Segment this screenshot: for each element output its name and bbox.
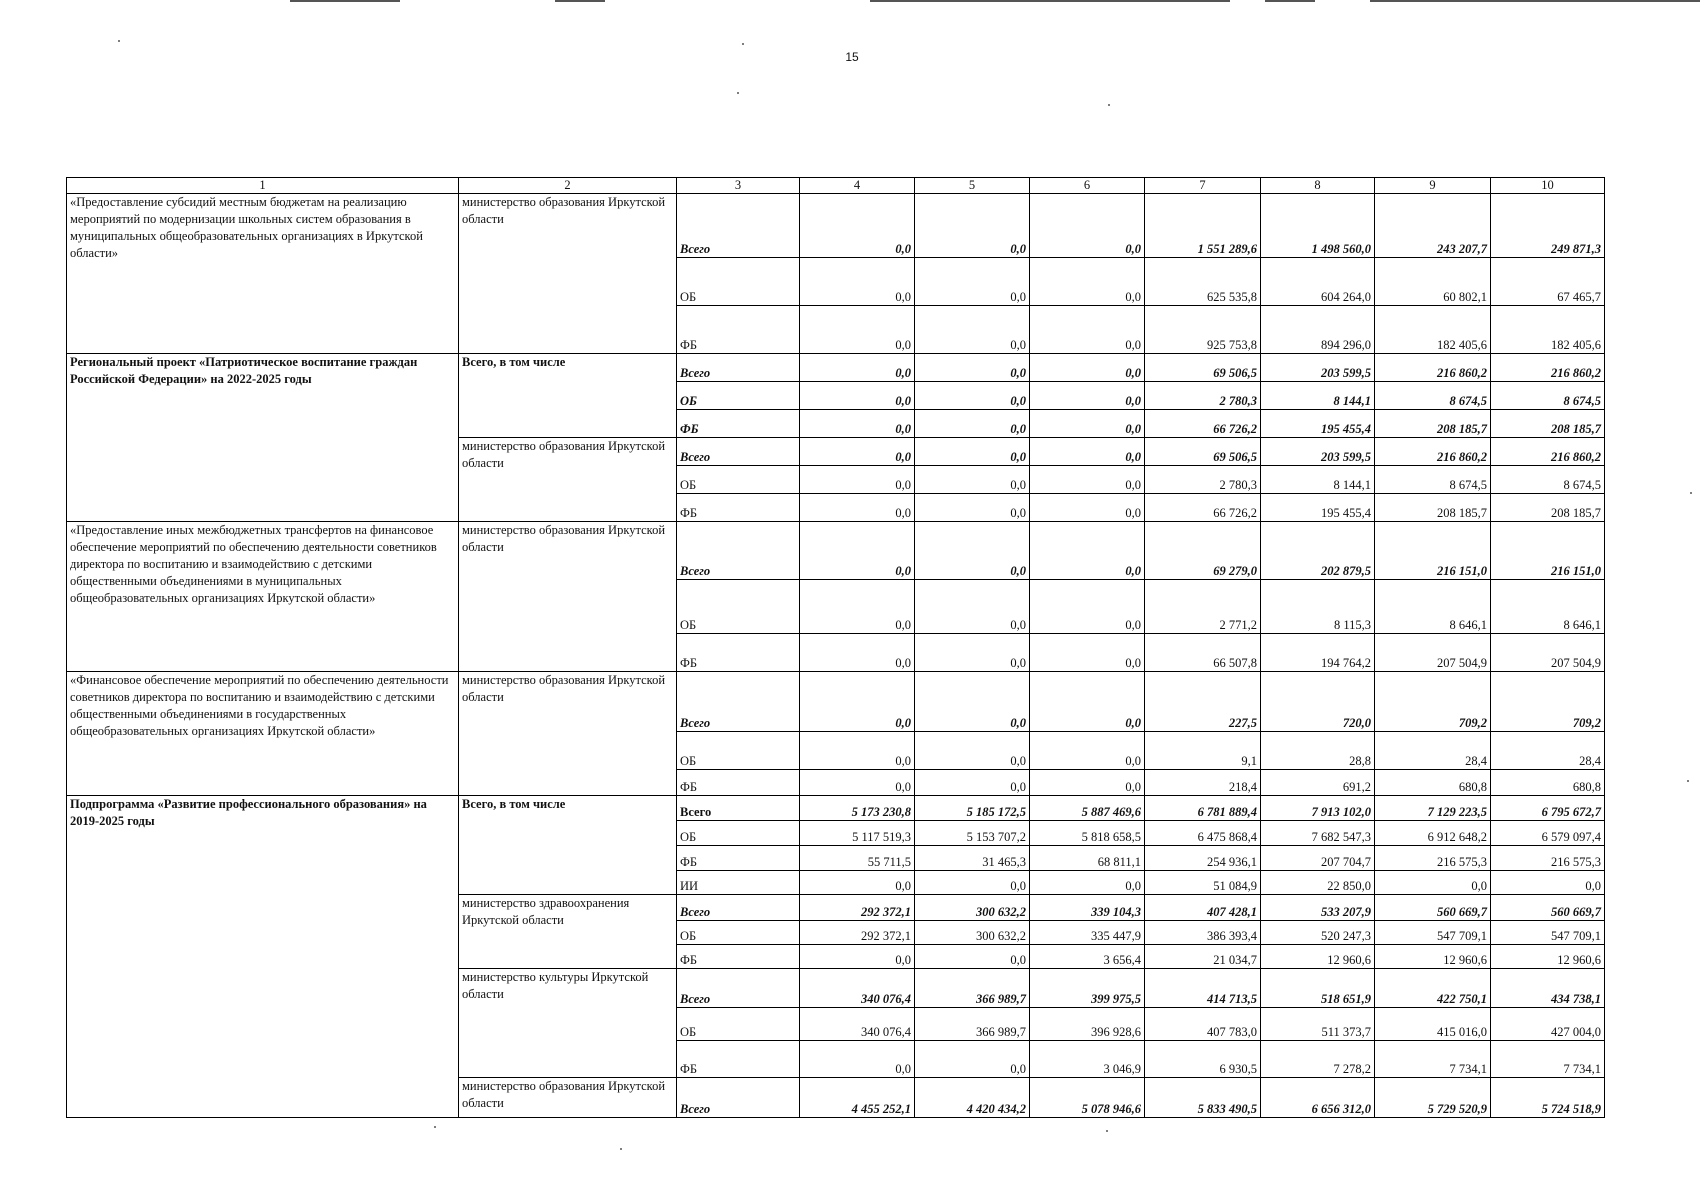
funding-source-cell: Всего	[677, 354, 800, 382]
amount-cell: 0,0	[915, 354, 1030, 382]
amount-cell: 66 726,2	[1145, 410, 1261, 438]
funding-source-cell: ОБ	[677, 1008, 800, 1041]
funding-source-cell: ФБ	[677, 1041, 800, 1078]
scan-speck	[620, 1148, 622, 1150]
amount-cell: 1 551 289,6	[1145, 194, 1261, 258]
funding-source-cell: Всего	[677, 194, 800, 258]
amount-cell: 5 173 230,8	[800, 796, 915, 821]
executor-cell: министерство образования Иркутской области	[459, 194, 677, 354]
amount-cell: 3 656,4	[1030, 945, 1145, 969]
table-row	[67, 522, 1605, 580]
amount-cell: 0,0	[1030, 522, 1145, 580]
amount-cell: 680,8	[1491, 770, 1605, 796]
amount-cell: 208 185,7	[1375, 494, 1491, 522]
amount-cell: 5 729 520,9	[1375, 1078, 1491, 1118]
amount-cell: 208 185,7	[1375, 410, 1491, 438]
amount-cell: 625 535,8	[1145, 258, 1261, 306]
amount-cell: 0,0	[915, 672, 1030, 732]
amount-cell: 8 646,1	[1375, 580, 1491, 634]
funding-source-cell: ОБ	[677, 580, 800, 634]
amount-cell: 12 960,6	[1491, 945, 1605, 969]
amount-cell: 0,0	[1030, 410, 1145, 438]
amount-cell: 0,0	[800, 194, 915, 258]
amount-cell: 69 506,5	[1145, 354, 1261, 382]
amount-cell: 6 795 672,7	[1491, 796, 1605, 821]
amount-cell: 2 780,3	[1145, 382, 1261, 410]
column-number-header: 6	[1030, 178, 1145, 194]
funding-source-cell: ФБ	[677, 846, 800, 871]
activity-name-cell: Региональный проект «Патриотическое воспитание граждан Российской Федерации» на 2022-2025 годы	[67, 354, 459, 522]
amount-cell: 366 989,7	[915, 1008, 1030, 1041]
executor-cell: Всего, в том числе	[459, 354, 677, 438]
amount-cell: 195 455,4	[1261, 410, 1375, 438]
amount-cell: 8 674,5	[1375, 382, 1491, 410]
amount-cell: 216 860,2	[1491, 354, 1605, 382]
table-header-row	[67, 178, 1605, 194]
amount-cell: 1 498 560,0	[1261, 194, 1375, 258]
funding-source-cell: Всего	[677, 796, 800, 821]
amount-cell: 0,0	[1030, 672, 1145, 732]
amount-cell: 243 207,7	[1375, 194, 1491, 258]
column-number-header: 8	[1261, 178, 1375, 194]
amount-cell: 9,1	[1145, 732, 1261, 770]
amount-cell: 0,0	[1030, 194, 1145, 258]
amount-cell: 691,2	[1261, 770, 1375, 796]
amount-cell: 2 780,3	[1145, 466, 1261, 494]
scan-speck	[1690, 492, 1692, 494]
amount-cell: 0,0	[1030, 258, 1145, 306]
amount-cell: 0,0	[915, 438, 1030, 466]
amount-cell: 0,0	[915, 194, 1030, 258]
amount-cell: 0,0	[1030, 871, 1145, 895]
amount-cell: 66 507,8	[1145, 634, 1261, 672]
activity-name-cell: «Финансовое обеспечение мероприятий по обеспечению деятельности советников директора по воспитанию и взаимодействию с детскими общественными объединениями в государственных общеобразовательных организациях Иркутской области»	[67, 672, 459, 796]
activity-name-cell: «Предоставление субсидий местным бюджетам на реализацию мероприятий по модернизации школьных систем образования в муниципальных общеобразовательных организациях в Иркутской области»	[67, 194, 459, 354]
amount-cell: 2 771,2	[1145, 580, 1261, 634]
amount-cell: 0,0	[915, 580, 1030, 634]
scan-speck	[434, 1126, 436, 1128]
scan-artifact-line	[1370, 0, 1700, 2]
funding-source-cell: ФБ	[677, 306, 800, 354]
amount-cell: 0,0	[915, 258, 1030, 306]
amount-cell: 422 750,1	[1375, 969, 1491, 1008]
amount-cell: 0,0	[915, 382, 1030, 410]
amount-cell: 0,0	[800, 494, 915, 522]
executor-cell: министерство культуры Иркутской области	[459, 969, 677, 1078]
column-number-header: 4	[800, 178, 915, 194]
amount-cell: 0,0	[800, 945, 915, 969]
amount-cell: 216 860,2	[1491, 438, 1605, 466]
funding-source-cell: ОБ	[677, 258, 800, 306]
funding-source-cell: Всего	[677, 1078, 800, 1118]
amount-cell: 207 504,9	[1375, 634, 1491, 672]
amount-cell: 0,0	[800, 354, 915, 382]
amount-cell: 8 674,5	[1491, 382, 1605, 410]
amount-cell: 300 632,2	[915, 921, 1030, 945]
funding-source-cell: ФБ	[677, 410, 800, 438]
amount-cell: 427 004,0	[1491, 1008, 1605, 1041]
amount-cell: 0,0	[1030, 732, 1145, 770]
amount-cell: 0,0	[1030, 580, 1145, 634]
column-number-header: 3	[677, 178, 800, 194]
amount-cell: 0,0	[1030, 354, 1145, 382]
amount-cell: 399 975,5	[1030, 969, 1145, 1008]
scan-speck	[1687, 780, 1689, 782]
funding-source-cell: Всего	[677, 522, 800, 580]
amount-cell: 0,0	[915, 466, 1030, 494]
amount-cell: 0,0	[1030, 306, 1145, 354]
amount-cell: 7 278,2	[1261, 1041, 1375, 1078]
amount-cell: 0,0	[800, 382, 915, 410]
amount-cell: 8 674,5	[1375, 466, 1491, 494]
amount-cell: 709,2	[1375, 672, 1491, 732]
funding-source-cell: Всего	[677, 969, 800, 1008]
amount-cell: 6 656 312,0	[1261, 1078, 1375, 1118]
table-row	[67, 672, 1605, 732]
scan-artifact-line	[290, 0, 400, 2]
amount-cell: 7 129 223,5	[1375, 796, 1491, 821]
amount-cell: 28,8	[1261, 732, 1375, 770]
scan-speck	[737, 92, 739, 94]
funding-source-cell: ФБ	[677, 494, 800, 522]
amount-cell: 511 373,7	[1261, 1008, 1375, 1041]
amount-cell: 415 016,0	[1375, 1008, 1491, 1041]
funding-source-cell: Всего	[677, 438, 800, 466]
amount-cell: 560 669,7	[1375, 895, 1491, 921]
amount-cell: 5 185 172,5	[915, 796, 1030, 821]
amount-cell: 249 871,3	[1491, 194, 1605, 258]
amount-cell: 21 034,7	[1145, 945, 1261, 969]
scan-speck	[1106, 1130, 1108, 1132]
amount-cell: 216 860,2	[1375, 354, 1491, 382]
amount-cell: 0,0	[1030, 494, 1145, 522]
amount-cell: 0,0	[1491, 871, 1605, 895]
executor-cell: министерство образования Иркутской области	[459, 672, 677, 796]
amount-cell: 0,0	[800, 306, 915, 354]
table-row	[67, 796, 1605, 821]
amount-cell: 335 447,9	[1030, 921, 1145, 945]
amount-cell: 6 930,5	[1145, 1041, 1261, 1078]
amount-cell: 7 734,1	[1375, 1041, 1491, 1078]
funding-source-cell: ФБ	[677, 945, 800, 969]
table-row	[67, 354, 1605, 382]
amount-cell: 254 936,1	[1145, 846, 1261, 871]
amount-cell: 216 575,3	[1375, 846, 1491, 871]
budget-table	[66, 177, 1605, 1118]
amount-cell: 51 084,9	[1145, 871, 1261, 895]
amount-cell: 0,0	[800, 634, 915, 672]
amount-cell: 202 879,5	[1261, 522, 1375, 580]
amount-cell: 66 726,2	[1145, 494, 1261, 522]
amount-cell: 720,0	[1261, 672, 1375, 732]
amount-cell: 12 960,6	[1375, 945, 1491, 969]
amount-cell: 547 709,1	[1375, 921, 1491, 945]
amount-cell: 407 783,0	[1145, 1008, 1261, 1041]
table-row	[67, 194, 1605, 258]
amount-cell: 8 144,1	[1261, 466, 1375, 494]
amount-cell: 216 575,3	[1491, 846, 1605, 871]
amount-cell: 0,0	[1030, 382, 1145, 410]
amount-cell: 560 669,7	[1491, 895, 1605, 921]
amount-cell: 340 076,4	[800, 969, 915, 1008]
amount-cell: 194 764,2	[1261, 634, 1375, 672]
amount-cell: 6 781 889,4	[1145, 796, 1261, 821]
amount-cell: 386 393,4	[1145, 921, 1261, 945]
amount-cell: 0,0	[800, 522, 915, 580]
amount-cell: 5 078 946,6	[1030, 1078, 1145, 1118]
amount-cell: 0,0	[915, 494, 1030, 522]
amount-cell: 203 599,5	[1261, 354, 1375, 382]
amount-cell: 69 279,0	[1145, 522, 1261, 580]
amount-cell: 680,8	[1375, 770, 1491, 796]
activity-name-cell: «Предоставление иных межбюджетных трансфертов на финансовое обеспечение мероприятий по обеспечению деятельности советников директора по воспитанию и взаимодействию с детскими общественными объединениями в муниципальных общеобразовательных организациях Иркутской области»	[67, 522, 459, 672]
amount-cell: 67 465,7	[1491, 258, 1605, 306]
amount-cell: 227,5	[1145, 672, 1261, 732]
amount-cell: 182 405,6	[1375, 306, 1491, 354]
amount-cell: 520 247,3	[1261, 921, 1375, 945]
amount-cell: 0,0	[915, 634, 1030, 672]
amount-cell: 4 420 434,2	[915, 1078, 1030, 1118]
amount-cell: 5 724 518,9	[1491, 1078, 1605, 1118]
amount-cell: 22 850,0	[1261, 871, 1375, 895]
amount-cell: 0,0	[915, 770, 1030, 796]
executor-cell: Всего, в том числе	[459, 796, 677, 895]
funding-source-cell: ОБ	[677, 466, 800, 494]
funding-source-cell: Всего	[677, 895, 800, 921]
amount-cell: 7 913 102,0	[1261, 796, 1375, 821]
amount-cell: 5 887 469,6	[1030, 796, 1145, 821]
amount-cell: 407 428,1	[1145, 895, 1261, 921]
amount-cell: 216 860,2	[1375, 438, 1491, 466]
amount-cell: 218,4	[1145, 770, 1261, 796]
amount-cell: 0,0	[800, 466, 915, 494]
amount-cell: 0,0	[1375, 871, 1491, 895]
amount-cell: 7 734,1	[1491, 1041, 1605, 1078]
activity-name-cell: Подпрограмма «Развитие профессионального образования» на 2019-2025 годы	[67, 796, 459, 1118]
amount-cell: 396 928,6	[1030, 1008, 1145, 1041]
amount-cell: 0,0	[1030, 634, 1145, 672]
amount-cell: 894 296,0	[1261, 306, 1375, 354]
funding-source-cell: ОБ	[677, 921, 800, 945]
amount-cell: 0,0	[800, 672, 915, 732]
amount-cell: 518 651,9	[1261, 969, 1375, 1008]
amount-cell: 60 802,1	[1375, 258, 1491, 306]
amount-cell: 0,0	[800, 580, 915, 634]
amount-cell: 0,0	[1030, 770, 1145, 796]
funding-source-cell: ОБ	[677, 382, 800, 410]
amount-cell: 434 738,1	[1491, 969, 1605, 1008]
funding-source-cell: Всего	[677, 672, 800, 732]
amount-cell: 925 753,8	[1145, 306, 1261, 354]
amount-cell: 0,0	[1030, 466, 1145, 494]
amount-cell: 0,0	[800, 732, 915, 770]
amount-cell: 68 811,1	[1030, 846, 1145, 871]
funding-source-cell: ИИ	[677, 871, 800, 895]
amount-cell: 216 151,0	[1491, 522, 1605, 580]
amount-cell: 216 151,0	[1375, 522, 1491, 580]
amount-cell: 6 579 097,4	[1491, 821, 1605, 846]
amount-cell: 207 704,7	[1261, 846, 1375, 871]
amount-cell: 28,4	[1491, 732, 1605, 770]
column-number-header: 9	[1375, 178, 1491, 194]
page-number: 15	[845, 50, 859, 64]
amount-cell: 0,0	[800, 258, 915, 306]
amount-cell: 208 185,7	[1491, 494, 1605, 522]
amount-cell: 203 599,5	[1261, 438, 1375, 466]
amount-cell: 8 674,5	[1491, 466, 1605, 494]
amount-cell: 208 185,7	[1491, 410, 1605, 438]
column-number-header: 10	[1491, 178, 1605, 194]
executor-cell: министерство образования Иркутской области	[459, 1078, 677, 1118]
amount-cell: 339 104,3	[1030, 895, 1145, 921]
amount-cell: 0,0	[915, 1041, 1030, 1078]
amount-cell: 5 117 519,3	[800, 821, 915, 846]
amount-cell: 0,0	[800, 410, 915, 438]
amount-cell: 0,0	[915, 732, 1030, 770]
amount-cell: 0,0	[915, 306, 1030, 354]
scan-speck	[742, 43, 744, 45]
amount-cell: 604 264,0	[1261, 258, 1375, 306]
amount-cell: 31 465,3	[915, 846, 1030, 871]
amount-cell: 0,0	[800, 770, 915, 796]
scan-artifact-line	[555, 0, 605, 2]
amount-cell: 195 455,4	[1261, 494, 1375, 522]
column-number-header: 1	[67, 178, 459, 194]
scan-speck	[1108, 104, 1110, 106]
amount-cell: 292 372,1	[800, 921, 915, 945]
executor-cell: министерство образования Иркутской области	[459, 522, 677, 672]
amount-cell: 300 632,2	[915, 895, 1030, 921]
amount-cell: 12 960,6	[1261, 945, 1375, 969]
executor-cell: министерство здравоохранения Иркутской области	[459, 895, 677, 969]
amount-cell: 0,0	[800, 1041, 915, 1078]
amount-cell: 28,4	[1375, 732, 1491, 770]
funding-source-cell: ОБ	[677, 732, 800, 770]
amount-cell: 0,0	[915, 945, 1030, 969]
amount-cell: 533 207,9	[1261, 895, 1375, 921]
amount-cell: 5 818 658,5	[1030, 821, 1145, 846]
scan-artifact-line	[1265, 0, 1315, 2]
amount-cell: 69 506,5	[1145, 438, 1261, 466]
amount-cell: 0,0	[800, 871, 915, 895]
amount-cell: 0,0	[800, 438, 915, 466]
amount-cell: 5 153 707,2	[915, 821, 1030, 846]
amount-cell: 8 646,1	[1491, 580, 1605, 634]
amount-cell: 414 713,5	[1145, 969, 1261, 1008]
table-body	[67, 178, 1605, 1118]
amount-cell: 7 682 547,3	[1261, 821, 1375, 846]
funding-source-cell: ОБ	[677, 821, 800, 846]
amount-cell: 292 372,1	[800, 895, 915, 921]
column-number-header: 5	[915, 178, 1030, 194]
amount-cell: 0,0	[915, 522, 1030, 580]
amount-cell: 0,0	[915, 410, 1030, 438]
amount-cell: 366 989,7	[915, 969, 1030, 1008]
amount-cell: 0,0	[915, 871, 1030, 895]
scan-artifact-line	[870, 0, 1230, 2]
column-number-header: 7	[1145, 178, 1261, 194]
amount-cell: 4 455 252,1	[800, 1078, 915, 1118]
amount-cell: 340 076,4	[800, 1008, 915, 1041]
amount-cell: 0,0	[1030, 438, 1145, 466]
amount-cell: 6 475 868,4	[1145, 821, 1261, 846]
amount-cell: 8 144,1	[1261, 382, 1375, 410]
amount-cell: 8 115,3	[1261, 580, 1375, 634]
amount-cell: 709,2	[1491, 672, 1605, 732]
funding-source-cell: ФБ	[677, 770, 800, 796]
amount-cell: 207 504,9	[1491, 634, 1605, 672]
amount-cell: 5 833 490,5	[1145, 1078, 1261, 1118]
funding-source-cell: ФБ	[677, 634, 800, 672]
scan-speck	[118, 40, 120, 42]
executor-cell: министерство образования Иркутской области	[459, 438, 677, 522]
amount-cell: 182 405,6	[1491, 306, 1605, 354]
column-number-header: 2	[459, 178, 677, 194]
amount-cell: 6 912 648,2	[1375, 821, 1491, 846]
amount-cell: 55 711,5	[800, 846, 915, 871]
amount-cell: 3 046,9	[1030, 1041, 1145, 1078]
amount-cell: 547 709,1	[1491, 921, 1605, 945]
